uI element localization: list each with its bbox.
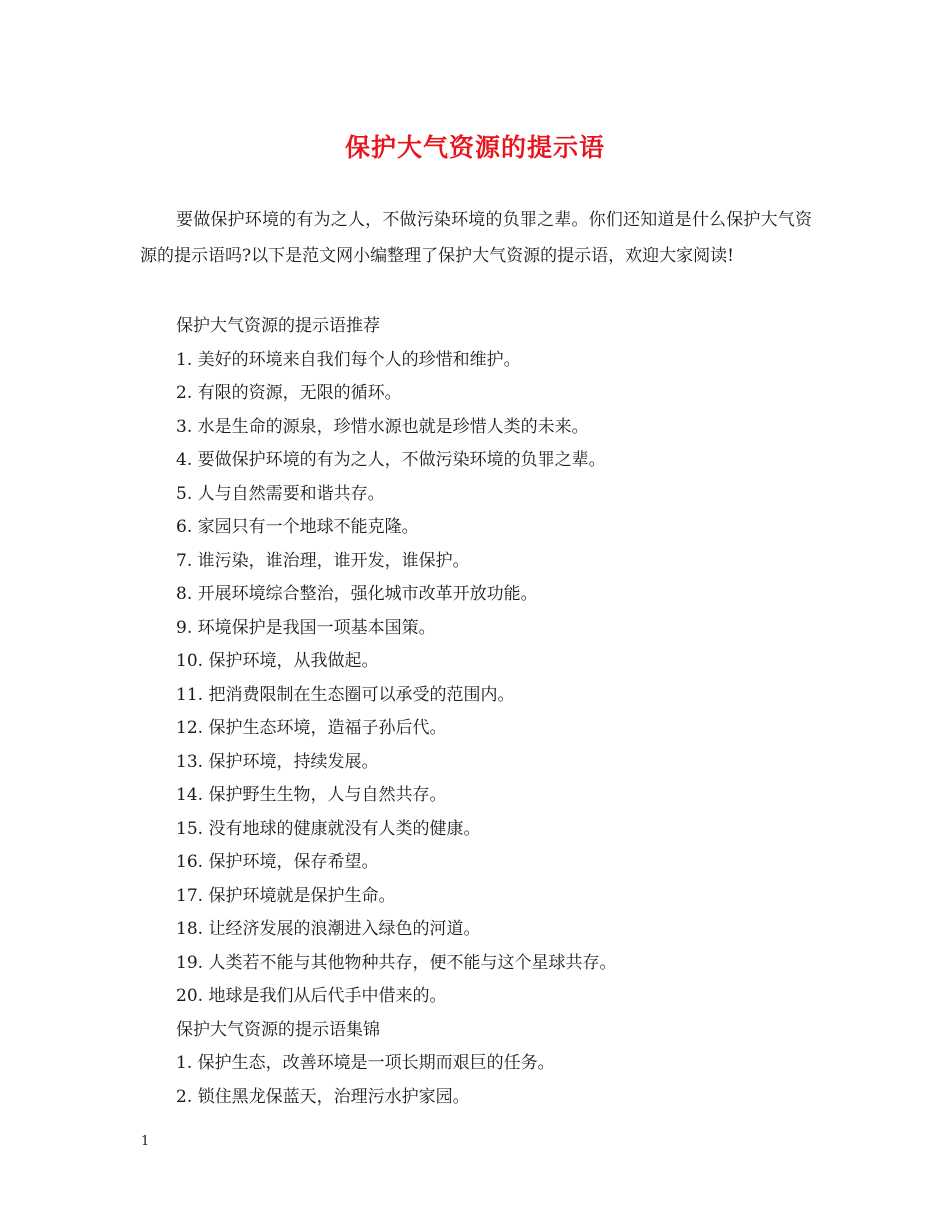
list-item: 15. 没有地球的健康就没有人类的健康。 <box>176 818 481 839</box>
list-item: 7. 谁污染，谁治理，谁开发，谁保护。 <box>176 550 470 571</box>
list-item: 4. 要做保护环境的有为之人，不做污染环境的负罪之辈。 <box>176 450 606 470</box>
list-item: 6. 家园只有一个地球不能克隆。 <box>176 517 419 537</box>
list-item: 18. 让经济发展的浪潮进入绿色的河道。 <box>176 919 481 939</box>
list-item: 17. 保护环境就是保护生命。 <box>176 885 396 906</box>
document-title: 保护大气资源的提示语 <box>344 133 605 162</box>
list-item: 9. 环境保护是我国一项基本国策。 <box>176 617 436 638</box>
body-lines <box>176 310 816 1114</box>
list-item: 3. 水是生命的源泉，珍惜水源也就是珍惜人类的未来。 <box>176 416 589 437</box>
list-item: 19. 人类若不能与其他物种共存，便不能与这个星球共存。 <box>176 952 617 973</box>
page-number: 1 <box>141 1134 150 1149</box>
section-heading-collection: 保护大气资源的提示语集锦 <box>176 1019 380 1040</box>
intro-paragraph: 要做保护环境的有为之人，不做污染环境的负罪之辈。你们还知道是什么保护大气资源的提示语吗?以下是范文网小编整理了保护大气资源的提示语，欢迎大家阅读! <box>140 210 812 266</box>
list-item: 20. 地球是我们从后代手中借来的。 <box>176 986 447 1006</box>
list-item: 13. 保护环境，持续发展。 <box>176 751 379 772</box>
list-item: 14. 保护野生生物，人与自然共存。 <box>176 785 447 805</box>
list-item: 2. 有限的资源，无限的循环。 <box>176 383 402 403</box>
list-item: 8. 开展环境综合整治，强化城市改革开放功能。 <box>176 584 538 604</box>
list-item: 12. 保护生态环境，造福子孙后代。 <box>176 718 447 738</box>
list-item: 1. 保护生态，改善环境是一项长期而艰巨的任务。 <box>176 1053 555 1073</box>
list-item: 5. 人与自然需要和谐共存。 <box>176 483 385 504</box>
list-item: 16. 保护环境，保存希望。 <box>176 852 379 872</box>
list-item: 2. 锁住黑龙保蓝天，治理污水护家园。 <box>176 1086 470 1107</box>
list-item: 10. 保护环境，从我做起。 <box>176 651 379 671</box>
list-item: 1. 美好的环境来自我们每个人的珍惜和维护。 <box>176 349 521 370</box>
section-heading-recommended: 保护大气资源的提示语推荐 <box>176 316 380 336</box>
list-item: 11. 把消费限制在生态圈可以承受的范围内。 <box>176 684 515 705</box>
